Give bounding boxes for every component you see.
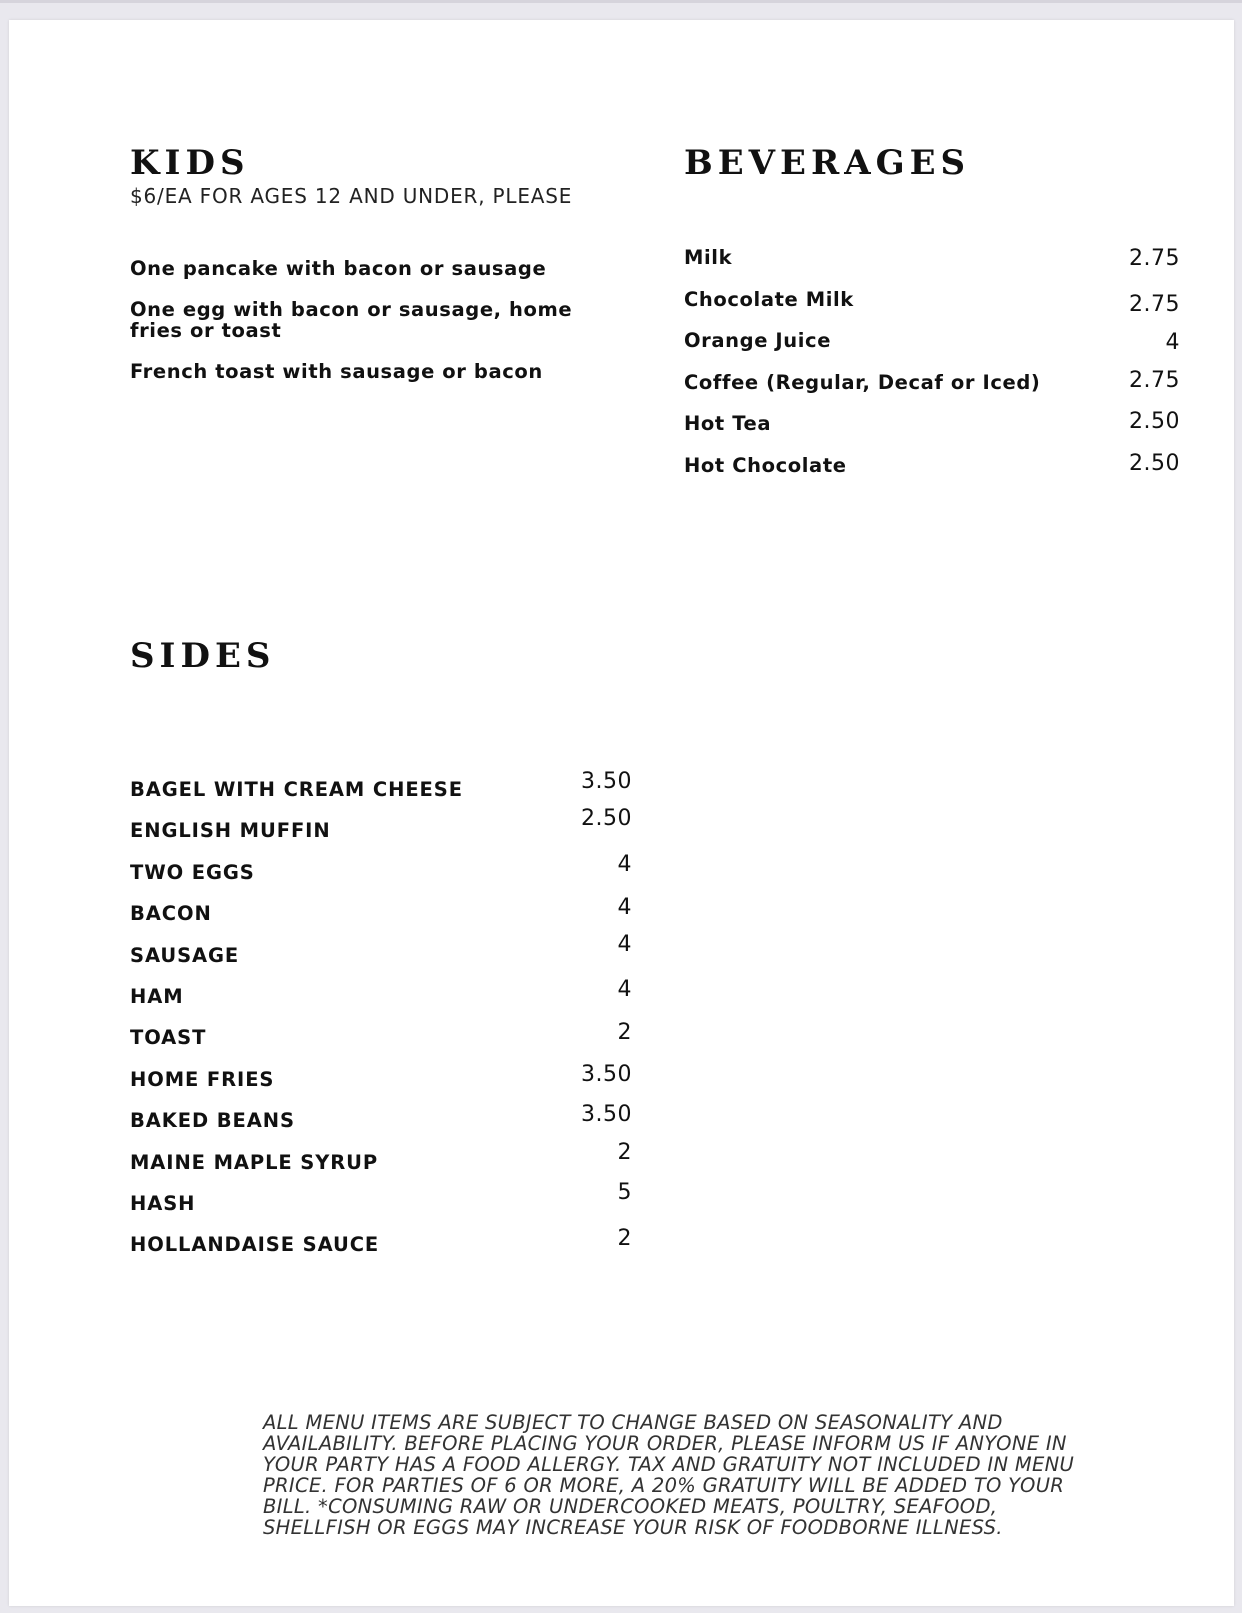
beverage-row — [684, 321, 1180, 363]
beverage-name: Milk — [684, 246, 733, 269]
beverage-price: 2.75 — [1129, 367, 1180, 393]
sides-heading: SIDES — [130, 636, 276, 676]
kids-subheading: $6/EA FOR AGES 12 AND UNDER, PLEASE — [130, 184, 573, 208]
kids-items-list — [130, 258, 630, 402]
side-name: BACON — [130, 902, 212, 926]
side-name: TWO EGGS — [130, 860, 255, 884]
side-price: 3.50 — [581, 1102, 632, 1128]
side-price: 4 — [617, 851, 632, 877]
side-row — [130, 1062, 632, 1103]
side-name: BAGEL WITH CREAM CHEESE — [130, 778, 463, 801]
side-row — [130, 896, 632, 937]
side-price: 4 — [617, 895, 632, 921]
kids-item: One pancake with bacon or sausage — [130, 257, 547, 280]
kids-item: One egg with bacon or sausage, home fries or toast — [130, 298, 573, 342]
beverages-list — [684, 238, 1180, 487]
side-price: 2 — [617, 1226, 632, 1252]
kids-heading: KIDS — [130, 143, 250, 183]
beverage-name: Hot Chocolate — [684, 453, 847, 477]
side-name: BAKED BEANS — [130, 1109, 295, 1133]
beverages-heading: BEVERAGES — [684, 143, 971, 183]
side-price: 2 — [617, 1139, 632, 1165]
menu-page — [9, 20, 1234, 1606]
kids-item: French toast with sausage or bacon — [130, 360, 543, 383]
beverage-price: 2.50 — [1129, 450, 1180, 476]
side-row — [130, 769, 632, 813]
beverage-row — [684, 446, 1180, 488]
beverage-name: Chocolate Milk — [684, 287, 854, 311]
sides-list — [130, 769, 632, 1269]
side-name: HOLLANDAISE SAUCE — [130, 1233, 380, 1257]
side-row — [130, 1227, 632, 1268]
side-row — [130, 806, 632, 854]
side-name: TOAST — [130, 1026, 207, 1050]
beverage-row — [684, 238, 1180, 280]
side-name: ENGLISH MUFFIN — [130, 819, 331, 843]
beverage-price: 2.75 — [1129, 291, 1180, 317]
side-row — [130, 851, 632, 896]
beverage-name: Coffee (Regular, Decaf or Iced) — [684, 370, 1041, 394]
side-price: 3.50 — [581, 769, 632, 794]
side-price: 3.50 — [581, 1061, 632, 1087]
side-row — [130, 1103, 632, 1144]
beverage-row — [684, 280, 1180, 322]
side-row — [130, 1179, 632, 1227]
beverage-name: Orange Juice — [684, 329, 832, 352]
side-name: HAM — [130, 984, 184, 1008]
beverage-price: 2.75 — [1129, 246, 1180, 271]
side-row — [130, 1020, 632, 1061]
side-row — [130, 976, 632, 1020]
side-name: HOME FRIES — [130, 1067, 275, 1091]
beverage-name: Hot Tea — [684, 412, 772, 435]
top-divider — [0, 0, 1242, 3]
side-row — [130, 1139, 632, 1186]
side-name: MAINE MAPLE SYRUP — [130, 1150, 379, 1174]
beverage-row — [684, 404, 1180, 446]
side-price: 2.50 — [581, 806, 632, 832]
side-price: 2 — [617, 1020, 632, 1046]
beverage-row — [684, 363, 1180, 405]
side-price: 4 — [617, 931, 632, 957]
beverage-price: 4 — [1165, 330, 1180, 355]
beverage-price: 2.50 — [1129, 409, 1180, 434]
side-price: 5 — [617, 1179, 632, 1205]
side-name: HASH — [130, 1191, 196, 1215]
side-name: SAUSAGE — [130, 943, 240, 967]
side-price: 4 — [617, 976, 632, 1002]
side-row — [130, 931, 632, 979]
menu-disclaimer: ALL MENU ITEMS ARE SUBJECT TO CHANGE BASED ON SEASONALITY AND AVAILABILITY. BEFORE PLACING YOUR ORDER, PLEASE INFORM US IF ANYONE IN YOUR PARTY HAS A FOOD ALLERGY. TAX AND GRATUITY NOT INCLUDED IN MENU PRICE. FOR PARTIES OF 6 OR MORE, A 20% GRATUITY WILL BE ADDED TO YOUR BILL. *CONSUMING RAW OR UNDERCOOKED MEATS, POULTRY, SEAFOOD, SHELLFISH OR EGGS MAY INCREASE YOUR RISK OF FOODBORNE ILLNESS. — [263, 1411, 1075, 1539]
